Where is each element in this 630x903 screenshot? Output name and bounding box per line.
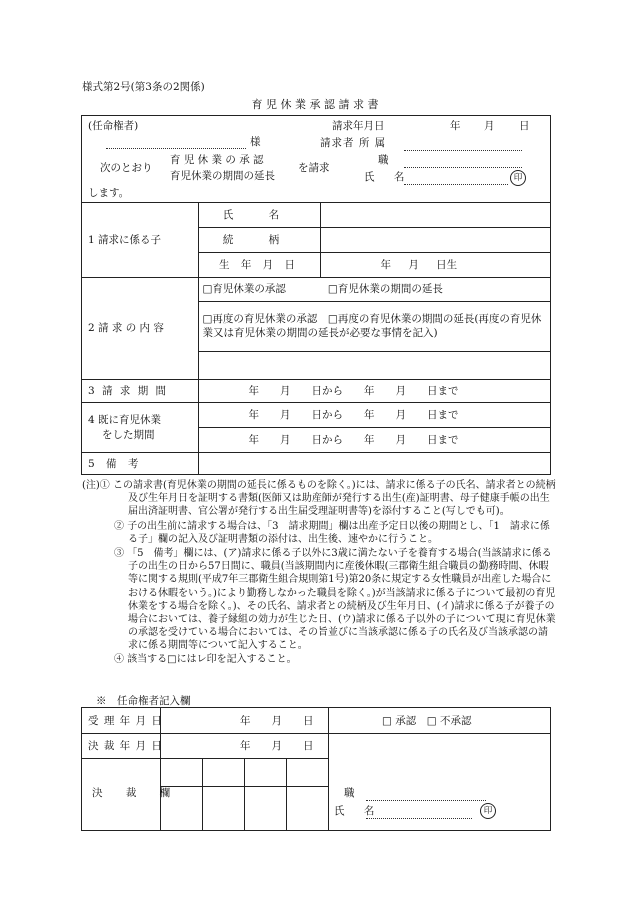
request-period-field[interactable]: 年 月 日から 年 月 日まで [198, 380, 550, 403]
name-label: 氏 名 [364, 171, 413, 183]
request-table [82, 202, 550, 475]
past-period-field-1[interactable]: 年 月 日から 年 月 日まで [198, 403, 550, 428]
post-field[interactable] [404, 155, 522, 172]
stamp-col-1 [202, 758, 203, 830]
row4-label [82, 403, 198, 453]
request-content-blank[interactable] [199, 352, 551, 379]
authority-table [81, 707, 551, 831]
child-name-label: 氏 名 [198, 203, 320, 228]
form-number: 様式第2号(第3条の2関係) [82, 81, 205, 93]
child-relation-field[interactable] [320, 228, 550, 253]
requester-dept-label: 請求者 所 属 [320, 137, 387, 149]
stamp-col-3 [286, 758, 287, 830]
requester-dept-field[interactable] [404, 138, 522, 155]
row2-label: 2 請 求 の 内 容 [82, 278, 198, 380]
row5-label: 5 備 考 [82, 453, 198, 475]
note-2-text: 子の出生前に請求する場合は、「3 請求期間」欄は出産予定日以後の期間とし、「1 請求に係る子」欄の記入及び証明書類の添付は、出生後、速やかに行うこと。 [127, 520, 550, 545]
divider-row2 [82, 758, 328, 759]
header-block [82, 116, 550, 203]
request-year-label: 年 [450, 120, 461, 132]
divider-mid-col [328, 708, 329, 830]
received-date-label: 受 理 年 月 日 [88, 715, 163, 727]
authority-post-field[interactable] [366, 788, 486, 805]
notes-block [82, 479, 557, 666]
authority-post-label: 職 [344, 787, 355, 799]
request-content-line2[interactable]: □再度の育児休業の承認 □再度の育児休業の期間の延長(再度の育児休業又は育児休業の期間の延長が必要な事情を記入) [199, 302, 551, 352]
row4-label-line1: 4 既に育児休業 [88, 413, 162, 426]
note-4-prefix: ④ [114, 653, 124, 665]
approval-column-label: 決 裁 欄 [92, 787, 181, 799]
authority-label: (任命権者) [88, 120, 139, 132]
seal-icon: 印 [510, 170, 526, 186]
sama-label: 様 [250, 136, 261, 148]
form-frame [81, 115, 551, 475]
page-title: 育 児 休 業 承 認 請 求 書 [251, 98, 379, 111]
request-day-label: 日 [519, 120, 530, 132]
child-birth-label: 生 年 月 日 [198, 253, 320, 278]
request-date-label: 請求年月日 [332, 120, 385, 132]
note-4 [82, 653, 557, 666]
post-label: 職 [378, 154, 389, 166]
request-suffix: を請求 [298, 162, 330, 174]
note-1 [82, 479, 557, 519]
note-3 [82, 547, 557, 653]
request-month-label: 月 [484, 120, 495, 132]
authority-name-field[interactable] [106, 136, 246, 148]
stamp-col-2 [244, 758, 245, 830]
row3-label: 3 請 求 期 間 [82, 380, 198, 403]
child-birth-field[interactable]: 年 月 日生 [320, 253, 550, 278]
decided-date-field[interactable]: 年 月 日 [240, 740, 314, 752]
child-relation-label: 続 柄 [198, 228, 320, 253]
option-extension: 育児休業の期間の延長 [170, 170, 275, 182]
as-follows-label: 次のとおり [100, 162, 153, 174]
note-2-prefix: ② [114, 520, 124, 532]
divider-row1 [82, 733, 328, 734]
note-2 [82, 520, 557, 546]
request-content-line1[interactable]: □育児休業の承認 □育児休業の期間の延長 [199, 278, 551, 302]
note-1-text: この請求書(育児休業の期間の延長に係るものを除く。)には、請求に係る子の氏名、請求者との続柄及び生年月日を証明する書類(医師又は助産師が発行する出生(産)証明書、母子健康手帳の出生届出済証明書、官公署が発行する出生届受理証明書等)を添付すること(写しでも可)。 [113, 480, 556, 518]
remarks-field[interactable] [198, 453, 550, 475]
authority-section-heading: ※ 任命権者記入欄 [96, 695, 191, 707]
option-approval: 育 児 休 業 の 承 認 [170, 154, 264, 166]
note-3-prefix: ③ [114, 548, 124, 560]
shimasu-label: します。 [88, 187, 130, 199]
note-1-prefix: (注)① [82, 480, 110, 491]
name-field[interactable] [404, 172, 508, 189]
row4-label-line2: をした期間 [102, 428, 155, 441]
note-3-text: 「5 備考」欄には、(ア)請求に係る子以外に3歳に満たない子を養育する場合(当該請求に係る子の出生の日から57日間に、職員(当該期間内に産後休暇(三郡衛生組合職員の勤務時間、休暇等に関する規則(平成7年三郡衛生組合規則第1号)第20条に規定する女性職員が出産した場合における休暇をいう。)により勤務しなかった職員を除く。)が当該請求に係る子について最初の育児休業をする場合を除く。)、その氏名、請求者との続柄及び生年月日、(イ)請求に係る子が養子の場合においては、養子縁組の効力が生じた日、(ウ)請求に係る子以外の子について現に育児休業の承認を受けている場合においては、その旨並びに当該承認に係る子の氏名及び当該承認の請求に係る期間等について記入すること。 [127, 548, 556, 652]
approval-choice[interactable]: □ 承認 □ 不承認 [382, 715, 472, 727]
received-date-field[interactable]: 年 月 日 [240, 715, 314, 727]
authority-name-field[interactable] [366, 806, 472, 823]
decided-date-label: 決 裁 年 月 日 [88, 740, 163, 752]
authority-seal [480, 803, 496, 819]
request-content-cell [198, 278, 550, 380]
note-4-text: 該当する□にはレ印を記入すること。 [127, 653, 297, 665]
seal-icon: 印 [480, 803, 496, 819]
authority-name-label: 氏 名 [334, 805, 383, 817]
past-period-field-2[interactable]: 年 月 日から 年 月 日まで [198, 428, 550, 453]
seal-mark [510, 170, 526, 186]
child-name-field[interactable] [320, 203, 550, 228]
row1-label: 1 請求に係る子 [82, 203, 198, 278]
divider-right-row1 [328, 733, 550, 734]
